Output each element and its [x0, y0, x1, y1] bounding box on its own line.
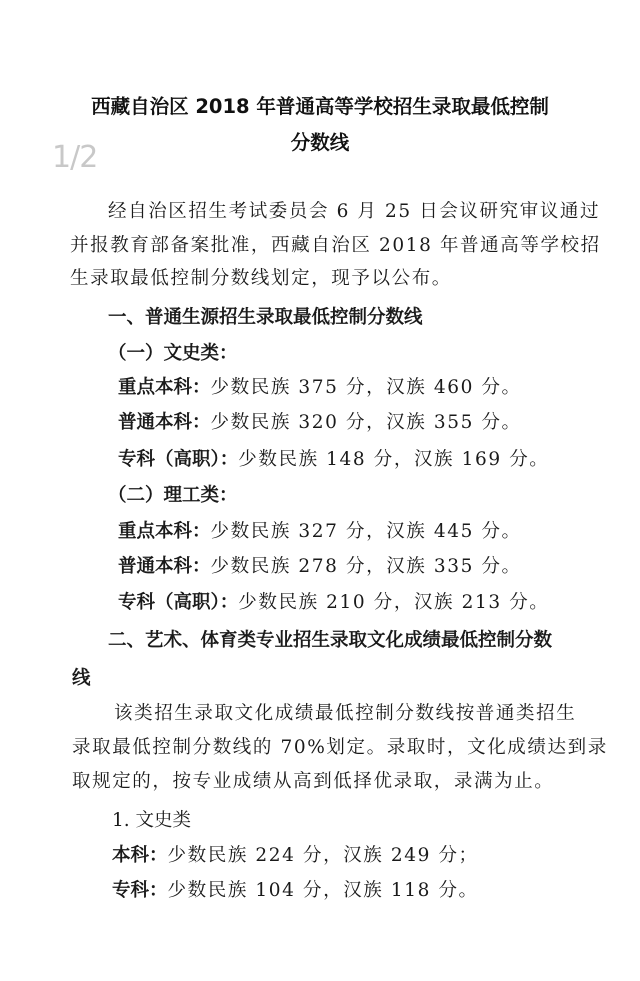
document-title-line-1: 西藏自治区 2018 年普通高等学校招生录取最低控制 [91, 95, 549, 118]
wenshi-heading: （一）文史类： [108, 343, 238, 364]
document-title-line-2: 分数线 [290, 131, 350, 154]
ligong-row [0, 590, 640, 616]
wenshi-row [0, 410, 640, 436]
row-text: 少数民族 148 分，汉族 169 分。 [238, 449, 550, 470]
wenshi-row [0, 447, 640, 473]
row-label: 重点本科： [118, 521, 211, 542]
intro-line-1: 经自治区招生考试委员会 6 月 25 日会议研究审议通过 [108, 201, 601, 222]
row-label: 本科： [112, 845, 168, 866]
row-label: 专科（高职）： [118, 592, 239, 613]
section1-heading: 一、普通生源招生录取最低控制分数线 [108, 307, 423, 328]
row-text: 少数民族 320 分，汉族 355 分。 [210, 412, 522, 433]
row-text: 少数民族 224 分，汉族 249 分； [167, 845, 479, 866]
wenshi-row [0, 375, 640, 401]
row-label: 普通本科： [118, 412, 211, 433]
section2-row [0, 843, 640, 869]
section2-para-line-3: 取规定的，按专业成绩从高到低择优录取，录满为止。 [72, 771, 555, 792]
row-label: 普通本科： [118, 556, 211, 577]
section2-heading-line-1: 二、艺术、体育类专业招生录取文化成绩最低控制分数 [108, 630, 553, 651]
row-text: 少数民族 375 分，汉族 460 分。 [210, 377, 522, 398]
ligong-row [0, 519, 640, 545]
row-label: 重点本科： [118, 377, 211, 398]
row-text: 少数民族 278 分，汉族 335 分。 [210, 556, 522, 577]
row-label: 专科： [112, 880, 168, 901]
intro-line-2: 并报教育部备案批准，西藏自治区 2018 年普通高等学校招 [70, 235, 601, 256]
row-text: 少数民族 327 分，汉族 445 分。 [210, 521, 522, 542]
section2-heading-line-2: 线 [72, 668, 91, 689]
intro-line-3: 生录取最低控制分数线划定，现予以公布。 [70, 268, 452, 289]
section2-row [0, 878, 640, 904]
section2-sub-heading: 1. 文史类 [112, 810, 192, 831]
row-label: 专科（高职）： [118, 449, 239, 470]
ligong-row [0, 554, 640, 580]
row-text: 少数民族 104 分，汉族 118 分。 [167, 880, 479, 901]
ligong-heading: （二）理工类： [108, 485, 238, 506]
section2-para-line-1: 该类招生录取文化成绩最低控制分数线按普通类招生 [114, 703, 577, 724]
page-indicator: 1/2 [52, 140, 98, 175]
section2-para-line-2: 录取最低控制分数线的 70%划定。录取时，文化成绩达到录 [72, 737, 608, 758]
row-text: 少数民族 210 分，汉族 213 分。 [238, 592, 550, 613]
